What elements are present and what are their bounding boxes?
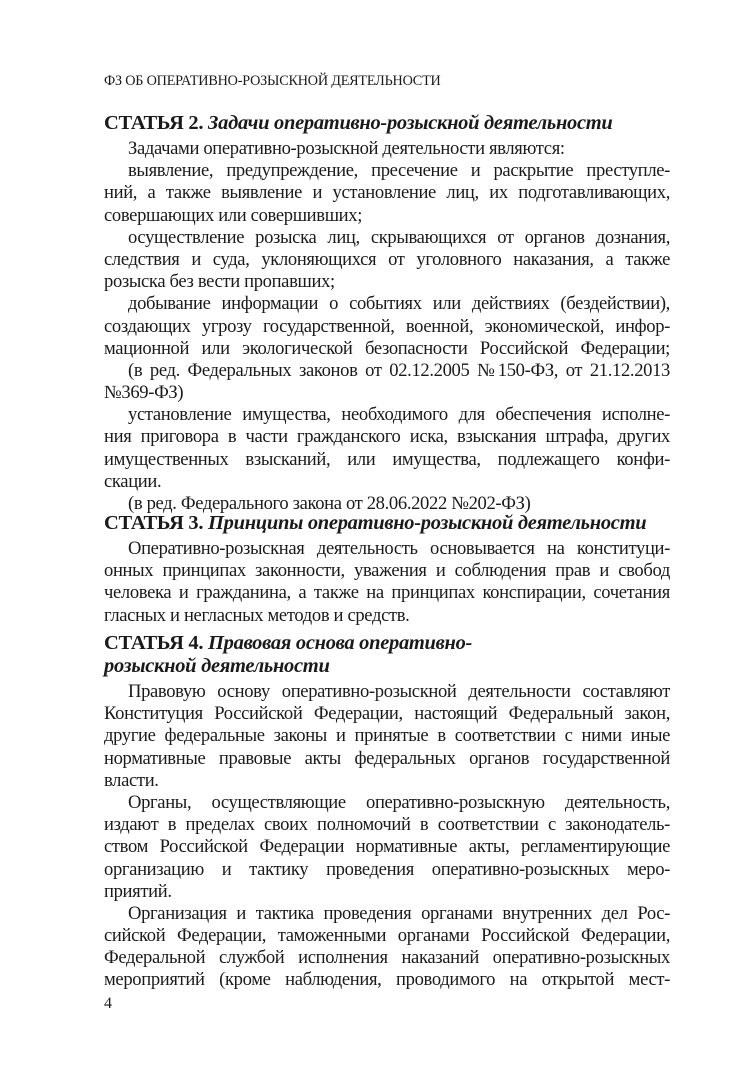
- article-title: Принципы оперативно-розыскной деятельности: [208, 512, 647, 534]
- paragraph: [104, 538, 670, 627]
- text-line: розыска без вести пропавших;: [104, 271, 335, 293]
- text-line: осуществление розыска лиц, скрывающихся от органов дознания,: [128, 226, 670, 248]
- text-line: другие федеральные законы и принятые в соответствии с ними иные: [104, 725, 670, 747]
- article-heading: [104, 632, 670, 678]
- text-line: Оперативно-розыскная деятельность основывается на конституци-: [128, 538, 670, 559]
- amendment-note: [104, 360, 670, 404]
- running-head: ФЗ ОБ ОПЕРАТИВНО-РОЗЫСКНОЙ ДЕЯТЕЛЬНОСТИ: [104, 73, 441, 89]
- text-line: (в ред. Федеральных законов от 02.12.2005 №150-ФЗ, от 21.12.2013: [128, 359, 670, 381]
- article-title: Правовая основа оперативно-: [208, 632, 473, 654]
- text-line: человека и гражданина, а также на принципах конспирации, сочетания: [104, 582, 670, 604]
- article-label: СТАТЬЯ 2.: [104, 112, 204, 134]
- article-title: Задачи оперативно-розыскной деятельности: [208, 112, 613, 134]
- text-line: власти.: [104, 769, 159, 791]
- text-line: ния приговора в части гражданского иска, взыскания штрафа, других: [104, 426, 670, 448]
- page-number: 4: [104, 995, 112, 1012]
- text-line: создающих угрозу государственной, военной, экономической, инфор-: [104, 315, 670, 337]
- text-line: издают в пределах своих полномочий в соответствии с законодатель-: [104, 814, 670, 836]
- text-line: мероприятий (кроме наблюдения, проводимого на открытой мест-: [104, 969, 670, 991]
- text-line: Организация и тактика проведения органами внутренних дел Рос-: [128, 902, 670, 924]
- text-line: совершающих или совершивших;: [104, 204, 363, 226]
- paragraph: [104, 792, 670, 903]
- text-line: установление имущества, необходимого для обеспечения исполне-: [128, 404, 670, 426]
- text-line: Органы, осуществляющие оперативно-розыскную деятельность,: [128, 791, 670, 813]
- text-line: нормативные правовые акты федеральных органов государственной: [104, 747, 670, 769]
- text-line: Федеральной службой исполнения наказаний оперативно-розыскных: [104, 947, 670, 969]
- article-title-continued: розыскной деятельности: [104, 655, 330, 677]
- article-4: [104, 632, 670, 992]
- paragraph: [104, 903, 670, 992]
- text-line: имущественных взысканий, или имущества, подлежащего конфи-: [104, 448, 670, 470]
- article-2: [104, 112, 670, 515]
- text-line: скации.: [104, 470, 162, 492]
- document-page: [104, 0, 670, 1080]
- text-line: №369-ФЗ): [104, 382, 184, 404]
- text-line: Правовую основу оперативно-розыскной деятельности составляют: [128, 681, 670, 702]
- paragraph: [104, 138, 670, 160]
- text-line: ством Российской Федерации нормативные акты, регламентирующие: [104, 836, 670, 858]
- text-line: ний, а также выявление и установление лиц, их подготавливающих,: [104, 182, 670, 204]
- text-line: добывание информации о событиях или действиях (бездействии),: [128, 293, 670, 315]
- paragraph: [104, 227, 670, 294]
- paragraph: [104, 160, 670, 227]
- text-line: выявление, предупреждение, пресечение и раскрытие преступле-: [128, 160, 670, 182]
- article-label: СТАТЬЯ 4.: [104, 632, 204, 654]
- paragraph: [104, 404, 670, 493]
- text-line: сийской Федерации, таможенными органами Российской Федерации,: [104, 925, 670, 947]
- text-line: (в ред. Федерального закона от 28.06.2022 №202-ФЗ): [128, 493, 531, 514]
- text-line: организацию и тактику проведения оперативно-розыскных меро-: [104, 858, 670, 880]
- paragraph: [104, 293, 670, 360]
- text-line: гласных и негласных методов и средств.: [104, 604, 410, 626]
- text-line: мационной или экологической безопасности Российской Федерации;: [104, 337, 670, 359]
- article-heading: [104, 112, 670, 135]
- article-3: [104, 512, 670, 627]
- paragraph: [104, 681, 670, 792]
- text-line: Конституция Российской Федерации, настоящий Федеральный закон,: [104, 703, 670, 725]
- text-line: Задачами оперативно-розыскной деятельности являются:: [128, 138, 565, 159]
- text-line: приятий.: [104, 880, 172, 902]
- text-line: следствия и суда, уклоняющихся от уголовного наказания, а также: [104, 248, 670, 270]
- article-heading: [104, 512, 670, 535]
- article-label: СТАТЬЯ 3.: [104, 512, 204, 534]
- text-line: онных принципах законности, уважения и соблюдения прав и свобод: [104, 560, 670, 582]
